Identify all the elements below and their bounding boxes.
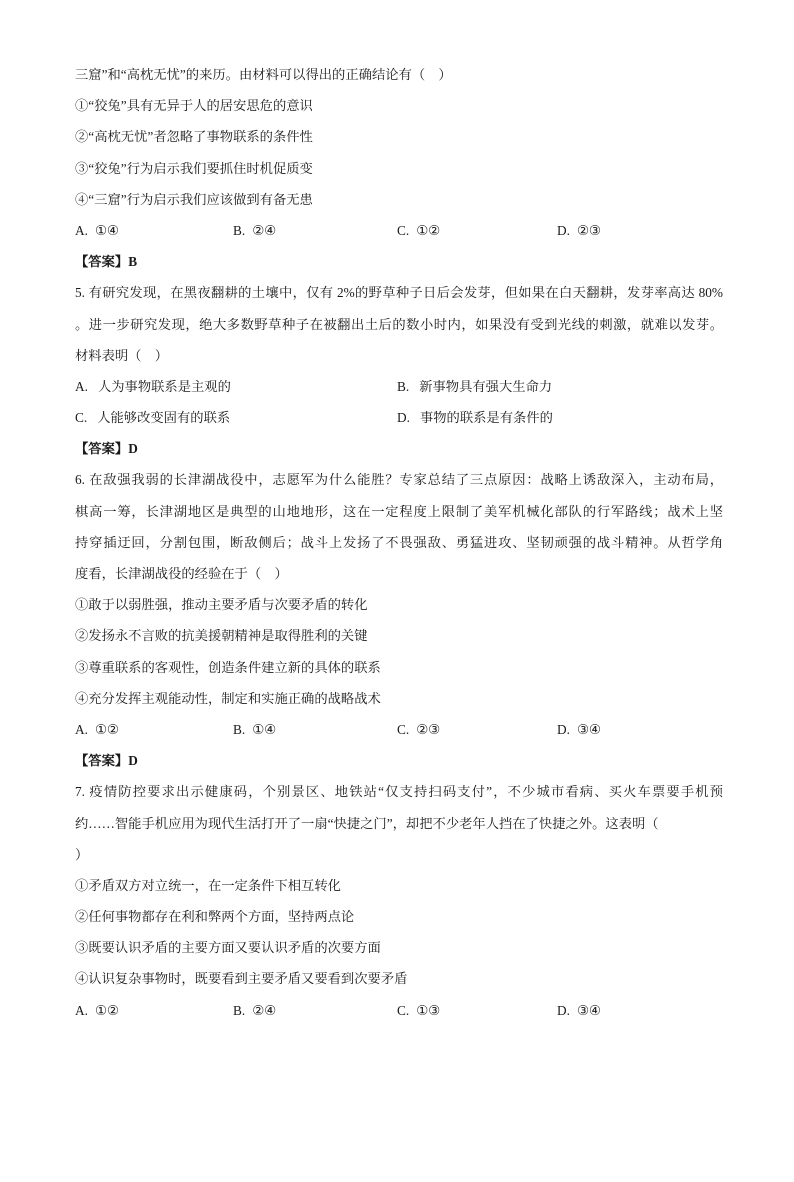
option-label: C. — [397, 222, 410, 238]
option-label: D. — [557, 222, 570, 238]
statement-4: ④充分发挥主观能动性，制定和实施正确的战略战术 — [75, 690, 381, 706]
option-text: 事物的联系是有条件的 — [419, 410, 553, 426]
question-stem-line: 材料表明（ ） — [75, 347, 169, 363]
question-stem-line: ） — [75, 846, 89, 862]
option-c — [75, 402, 230, 433]
statement-2: ②“高枕无忧”者忽略了事物联系的条件性 — [75, 129, 313, 145]
options-row — [75, 371, 723, 402]
option-text: 新事物具有强大生命力 — [419, 378, 553, 394]
question-stem-line: 度看，长津湖战役的经验在于（ ） — [75, 566, 288, 581]
option-d — [557, 995, 601, 1026]
option-label: A. — [75, 222, 88, 238]
option-label: A. — [75, 1002, 88, 1018]
question-stem-line: 6. 在敌强我弱的长津湖战役中，志愿军为什么能胜？专家总结了三点原因：战略上诱敌深入，主动布局， — [75, 472, 723, 488]
question-stem-line: 持穿插迂回，分割包围，断敌侧后；战斗上发扬了不畏强敌、勇猛进攻、坚韧顽强的战斗精神。从哲学角 — [75, 534, 723, 550]
question-stem-line: 约……智能手机应用为现代生活打开了一扇“快捷之门”，却把不少老年人挡在了快捷之外。这表明（ — [75, 815, 659, 831]
option-text: ③④ — [576, 721, 601, 737]
option-label: A. — [75, 721, 88, 737]
option-text: ③④ — [576, 1002, 601, 1018]
question-stem-line: 。进一步研究发现，绝大多数野草种子在被翻出土后的数小时内，如果没有受到光线的刺激，就难以发芽。 — [75, 316, 723, 332]
option-text: ②④ — [252, 1002, 277, 1018]
option-label: B. — [233, 721, 246, 737]
question-stem-line: 7. 疫情防控要求出示健康码，个别景区、地铁站“仅支持扫码支付”，不少城市看病、买火车票要手机预 — [75, 784, 723, 800]
answer-label: 【答案】 — [75, 441, 129, 457]
option-b — [233, 215, 276, 246]
statement-3: ③尊重联系的客观性，创造条件建立新的具体的联系 — [75, 659, 381, 675]
option-text: ①② — [94, 1002, 119, 1018]
option-label: C. — [397, 721, 410, 737]
option-text: ①④ — [252, 721, 277, 737]
option-text: ①④ — [94, 222, 119, 238]
option-label: B. — [233, 222, 246, 238]
statement-4: ④“三窟”行为启示我们应该做到有备无患 — [75, 191, 313, 207]
option-b — [233, 714, 276, 745]
options-row — [75, 714, 723, 745]
options-row — [75, 215, 723, 246]
option-text: ②④ — [252, 222, 277, 238]
option-a — [75, 995, 119, 1026]
statement-1: ①敢于以弱胜强，推动主要矛盾与次要矛盾的转化 — [75, 597, 368, 613]
options-row — [75, 402, 723, 433]
answer-value: B — [128, 254, 138, 270]
question-stem-line: 5. 有研究发现，在黑夜翻耕的土壤中，仅有 2%的野草种子日后会发芽，但如果在白天翻耕，发芽率高达 80% — [75, 285, 723, 301]
answer-value: D — [128, 753, 138, 769]
option-label: D. — [557, 1002, 570, 1018]
option-c — [397, 215, 440, 246]
option-label: C. — [397, 1002, 410, 1018]
answer-line — [75, 745, 723, 776]
option-text: 人为事物联系是主观的 — [97, 378, 231, 394]
exam-page — [75, 59, 723, 1026]
answer-label: 【答案】 — [75, 753, 129, 769]
question-6 — [75, 464, 723, 776]
option-label: D. — [397, 410, 410, 426]
question-5 — [75, 277, 723, 464]
question-7 — [75, 776, 723, 1026]
statement-4: ④认识复杂事物时，既要看到主要矛盾又要看到次要矛盾 — [75, 971, 408, 987]
option-text: ①② — [416, 222, 441, 238]
option-d — [397, 402, 553, 433]
option-a — [75, 371, 231, 402]
option-c — [397, 714, 440, 745]
statement-1: ①“狡兔”具有无异于人的居安思危的意识 — [75, 98, 313, 114]
answer-line — [75, 246, 723, 277]
option-label: B. — [233, 1002, 246, 1018]
answer-label: 【答案】 — [75, 254, 129, 270]
option-a — [75, 215, 119, 246]
option-b — [397, 371, 552, 402]
question-4-continued — [75, 59, 723, 277]
option-text: ①② — [94, 721, 119, 737]
option-label: C. — [75, 410, 88, 426]
option-d — [557, 714, 601, 745]
option-text: ②③ — [576, 222, 601, 238]
option-b — [233, 995, 276, 1026]
option-text: ②③ — [416, 721, 441, 737]
answer-line — [75, 433, 723, 464]
option-label: B. — [397, 378, 410, 394]
statement-2: ②发扬永不言败的抗美援朝精神是取得胜利的关键 — [75, 628, 368, 644]
option-label: D. — [557, 721, 570, 737]
question-stem-line: 棋高一筹，长津湖地区是典型的山地地形，这在一定程度上限制了美军机械化部队的行军路线；战术上坚 — [75, 503, 723, 519]
options-row — [75, 995, 723, 1026]
option-text: ①③ — [416, 1002, 441, 1018]
statement-1: ①矛盾双方对立统一，在一定条件下相互转化 — [75, 877, 341, 893]
statement-3: ③“狡兔”行为启示我们要抓住时机促质变 — [75, 160, 313, 176]
option-label: A. — [75, 378, 88, 394]
answer-value: D — [128, 441, 138, 457]
option-a — [75, 714, 119, 745]
statement-3: ③既要认识矛盾的主要方面又要认识矛盾的次要方面 — [75, 940, 381, 956]
option-text: 人能够改变固有的联系 — [97, 410, 231, 426]
option-d — [557, 215, 601, 246]
statement-2: ②任何事物都存在利和弊两个方面，坚持两点论 — [75, 909, 355, 925]
option-c — [397, 995, 440, 1026]
question-stem-line: 三窟”和“高枕无忧”的来历。由材料可以得出的正确结论有（ ） — [75, 67, 452, 82]
